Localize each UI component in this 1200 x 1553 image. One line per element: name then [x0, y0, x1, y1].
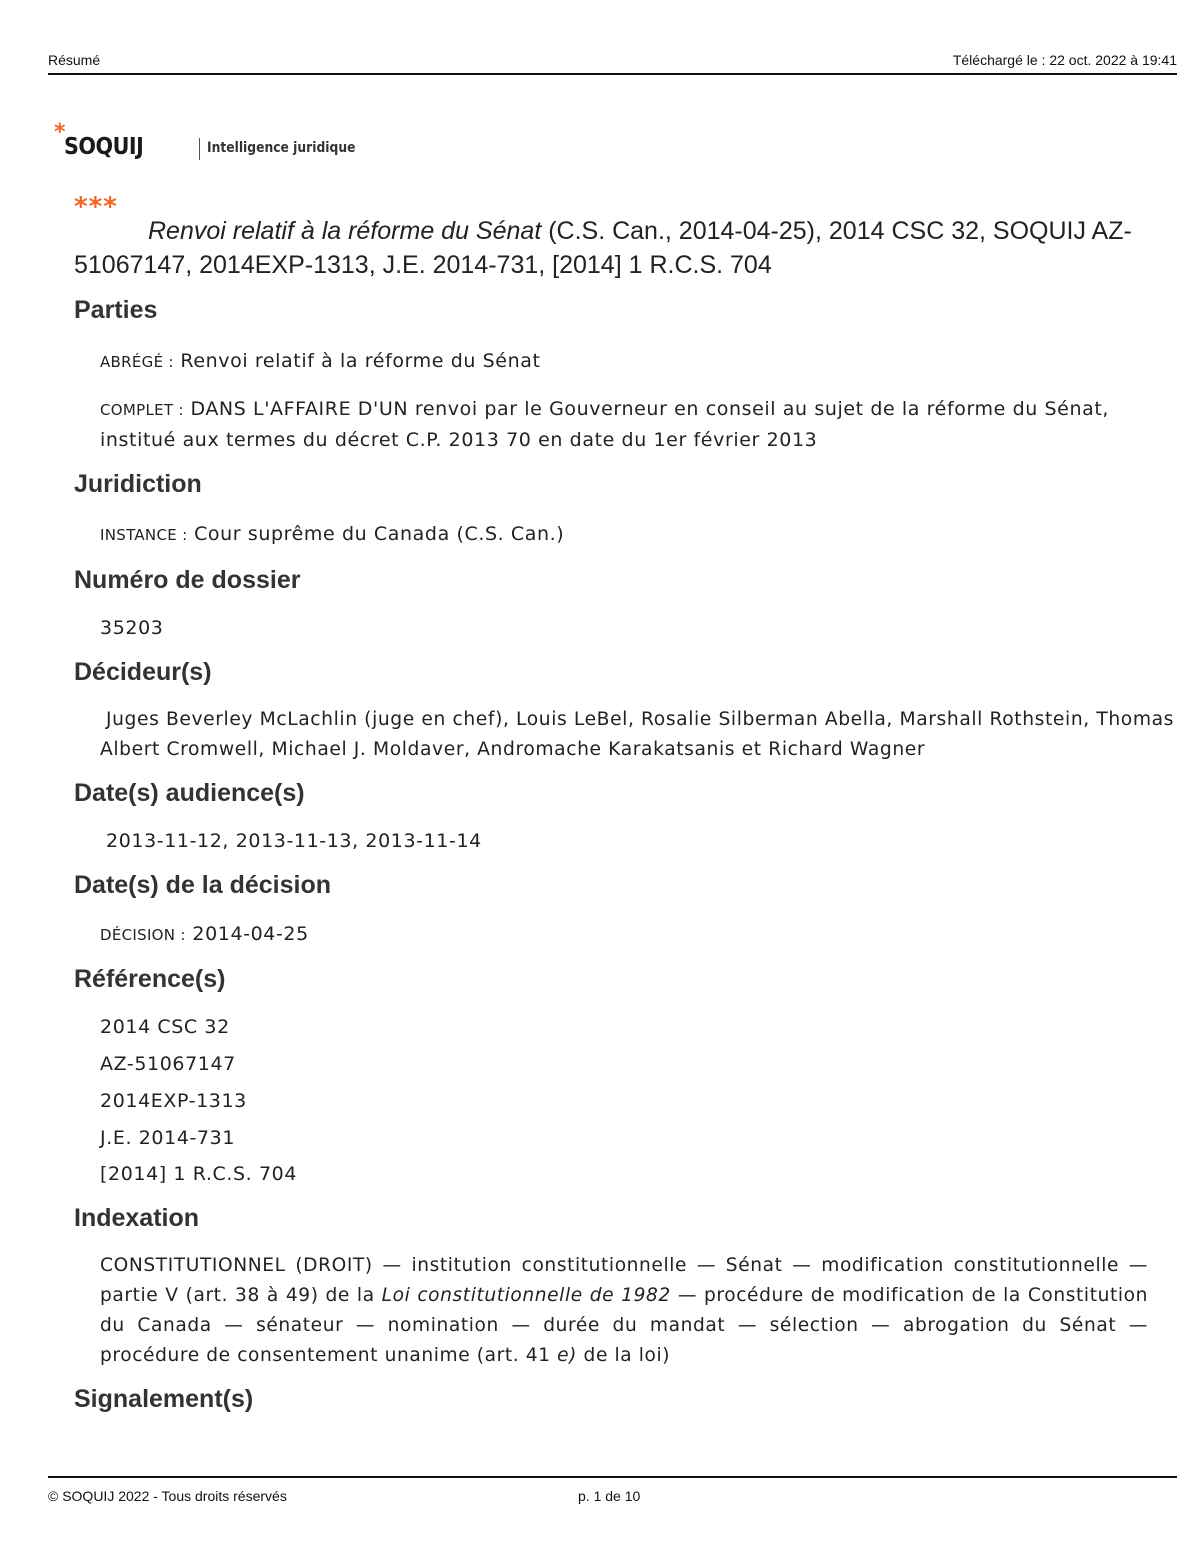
decideurs-list: Juges Beverley McLachlin (juge en chef), Louis LeBel, Rosalie Silberman Abella, Marshall Rothstein, Thomas Albert Cromwell, Michael J. Moldaver, Andromache Karakatsanis et Richard Wagner [100, 709, 1175, 760]
instance-value: Cour suprême du Canada (C.S. Can.) [194, 523, 565, 545]
page-header [48, 52, 1177, 72]
reference-item: 2014 CSC 32 [100, 1016, 230, 1038]
heading-decideurs: Décideur(s) [74, 658, 212, 686]
title-italic: Renvoi relatif à la réforme du Sénat [148, 217, 542, 245]
dossier-number: 35203 [100, 617, 164, 639]
decision-title [74, 214, 1164, 282]
abrege-value: Renvoi relatif à la réforme du Sénat [180, 350, 541, 372]
heading-juridiction: Juridiction [74, 470, 202, 498]
juridiction-instance [100, 519, 1175, 550]
indexation-part3: de la loi) [577, 1345, 671, 1366]
page-number: p. 1 de 10 [578, 1488, 641, 1504]
indexation-part2: — procédure de modification de la Constitution du Canada — sénateur — nomination — durée du mandat — sélection — abrogation du Sénat — procédure de consentement unanime (art. 41 [100, 1285, 1148, 1366]
instance-label: INSTANCE : [100, 526, 188, 544]
heading-audiences: Date(s) audience(s) [74, 779, 305, 807]
parties-abrege [100, 346, 1175, 377]
logo-star-icon: * [54, 120, 66, 145]
complet-value: DANS L'AFFAIRE D'UN renvoi par le Gouverneur en conseil au sujet de la réforme du Sénat, institué aux termes du décret C.P. 2013 70 en date du 1er février 2013 [100, 398, 1110, 451]
decision-date [100, 919, 1175, 950]
copyright: © SOQUIJ 2022 - Tous droits réservés [48, 1488, 287, 1504]
logo-separator [199, 138, 200, 160]
reference-item: 2014EXP-1313 [100, 1090, 247, 1112]
heading-parties: Parties [74, 296, 158, 324]
rating-stars: *** [74, 192, 118, 222]
heading-indexation: Indexation [74, 1204, 200, 1232]
logo-brand: SOQUIJ [64, 134, 144, 160]
decision-value: 2014-04-25 [192, 923, 309, 945]
heading-decision: Date(s) de la décision [74, 871, 332, 899]
download-date: Téléchargé le : 22 oct. 2022 à 19:41 [952, 52, 1177, 68]
indexation-text [100, 1251, 1148, 1371]
parties-complet [100, 394, 1175, 455]
heading-references: Référence(s) [74, 965, 226, 993]
title-citation: (C.S. Can., 2014-04-25), 2014 CSC 32, SOQUIJ AZ-51067147, 2014EXP-1313, J.E. 2014-731, [2014] 1 R.C.S. 704 [74, 217, 1132, 279]
logo-tagline: Intelligence juridique [207, 140, 356, 156]
indexation-italic2: e) [557, 1345, 578, 1366]
audience-dates: 2013-11-12, 2013-11-13, 2013-11-14 [106, 830, 482, 852]
header-rule [48, 73, 1177, 75]
reference-item: AZ-51067147 [100, 1053, 236, 1075]
decision-label: DÉCISION : [100, 926, 186, 944]
heading-signalements: Signalement(s) [74, 1385, 254, 1413]
reference-item: [2014] 1 R.C.S. 704 [100, 1163, 298, 1185]
indexation-italic1: Loi constitutionnelle de 1982 [381, 1285, 671, 1306]
heading-dossier: Numéro de dossier [74, 566, 301, 594]
footer-rule [48, 1476, 1177, 1478]
reference-item: J.E. 2014-731 [100, 1127, 236, 1149]
complet-label: COMPLET : [100, 401, 184, 419]
indexation-part1: CONSTITUTIONNEL (DROIT) — institution constitutionnelle — Sénat — modification constitutionnelle — partie V (art. 38 à 49) de la [100, 1255, 1148, 1306]
abrege-label: ABRÉGÉ : [100, 353, 174, 371]
header-left: Résumé [48, 52, 101, 68]
